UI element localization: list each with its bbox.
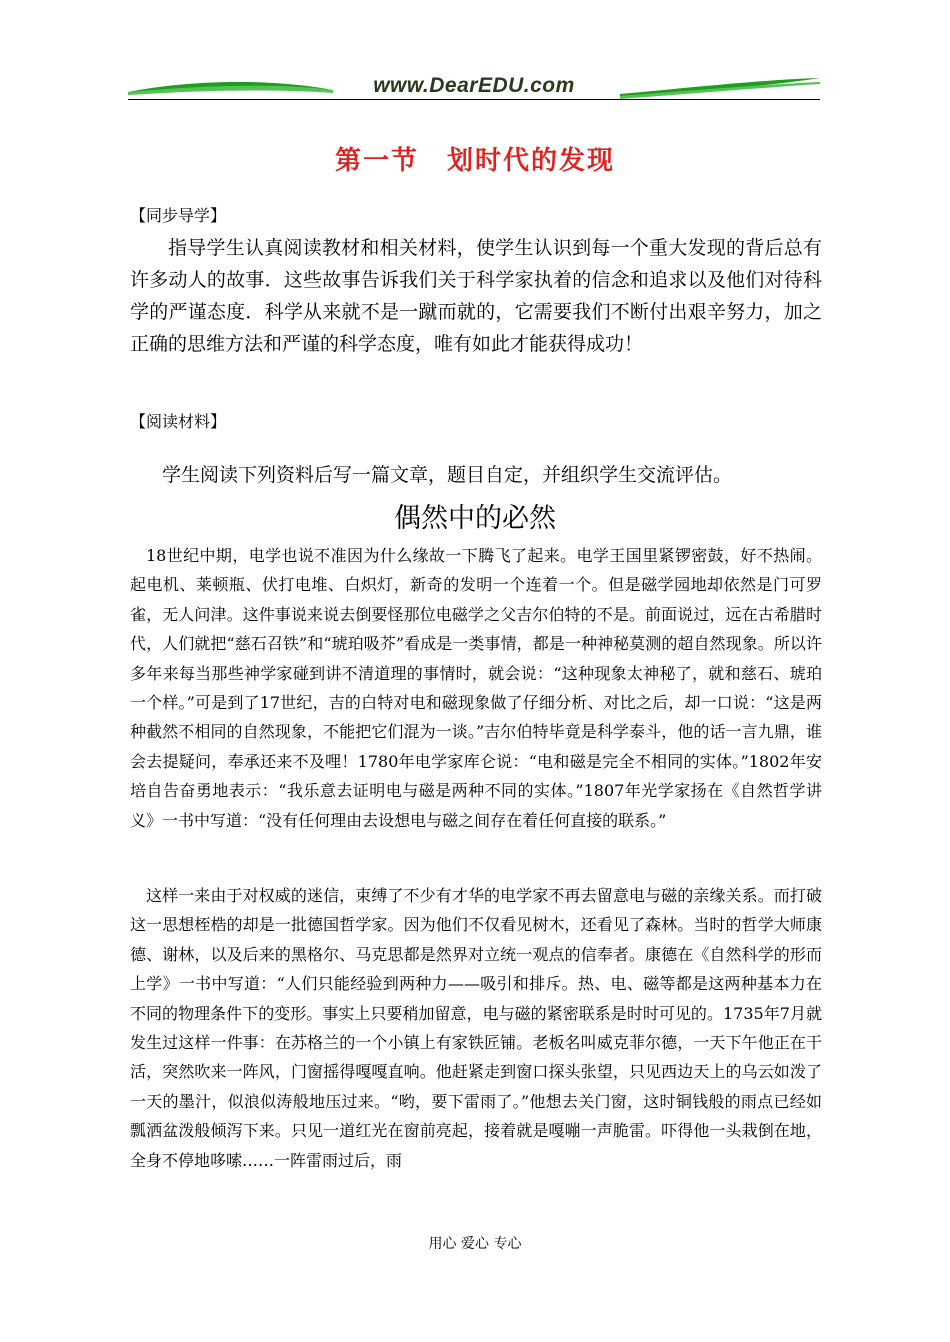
site-logo-text: www.DearEDU.com: [373, 74, 575, 97]
section-title: 第一节 划时代的发现: [334, 146, 615, 176]
article-paragraph-1: 18世纪中期，电学也说不准因为什么缘故一下腾飞了起来。电学王国里紧锣密鼓，好不热闹。起电机、莱顿瓶、伏打电堆、白炽灯，新奇的发明一个连着一个。但是磁学园地却依然是门可罗雀，无人问津。这件事说来说去倒要怪那位电磁学之父吉尔伯特的不是。前面说过，远在古希腊时代，人们就把“慈石召铁”和“琥珀吸芥”看成是一类事情，都是一种神秘莫测的超自然现象。所以许多年来每当那些神学家碰到讲不清道理的事情时，就会说：“这种现象太神秘了，就和慈石、琥珀一个样。”可是到了17世纪，吉的白特对电和磁现象做了仔细分析、对比之后，却一口说：“这是两种截然不相同的自然现象，不能把它们混为一谈。”吉尔伯特毕竟是科学泰斗，他的话一言九鼎，谁会去提疑问，奉承还来不及哩！1780年电学家库仑说：“电和磁是完全不相同的实体。”1802年安培自告奋勇地表示：“我乐意去证明电与磁是两种不同的实体。”1807年光学家扬在《自然哲学讲义》一书中写道：“没有任何理由去设想电与磁之间存在着任何直接的联系。”: [130, 546, 822, 830]
guide-label: 【同步导学】: [130, 206, 227, 225]
reading-instruction: 学生阅读下列资料后写一篇文章，题目自定，并组织学生交流评估。: [162, 464, 733, 486]
article-paragraph-2: 这样一来由于对权威的迷信，束缚了不少有才华的电学家不再去留意电与磁的亲缘关系。而打破这一思想桎梏的却是一批德国哲学家。因为他们不仅看见树木，还看见了森林。当时的哲学大师康德、谢林，以及后来的黑格尔、马克思都是然界对立统一观点的信奉者。康德在《自然科学的形而上学》一书中写道：“人们只能经验到两种力——吸引和排斥。热、电、磁等都是这两种基本力在不同的物理条件下的变形。事实上只要稍加留意，电与磁的紧密联系是时时可见的。1735年7月就发生过这样一件事：在苏格兰的一个小镇上有家铁匠铺。老板名叫威克菲尔德，一天下午他正在干活，突然吹来一阵风，门窗摇得嘎嘎直响。他赶紧走到窗口探头张望，只见西边天上的乌云如泼了一天的墨汁，似浪似涛般地压过来。“哟，要下雷雨了。”他想去关门窗，这时铜钱般的雨点已经如 瓢洒盆泼般倾泻下来。只见一道红光在窗前亮起，接着就是嘎嘣一声脆雷。吓得他一头栽倒在地，全身不停地哆嗦……一阵雷雨过后，雨: [130, 886, 822, 1170]
guide-paragraph: 指导学生认真阅读教材和相关材料，使学生认识到每一个重大发现的背后总有许多动人的故事．这些故事告诉我们关于科学家执着的信念和追求以及他们对待科学的严谨态度．科学从来就不是一蹴而就的，它需要我们不断付出艰辛努力，加之正确的思维方法和严谨的科学态度，唯有如此才能获得成功！: [130, 237, 822, 355]
header-rule: [128, 99, 820, 100]
page-footer: 用心 爱心 专心: [428, 1236, 522, 1252]
reading-label: 【阅读材料】: [130, 412, 227, 431]
page-header: [128, 70, 820, 106]
article-title: 偶然中的必然: [394, 503, 556, 534]
